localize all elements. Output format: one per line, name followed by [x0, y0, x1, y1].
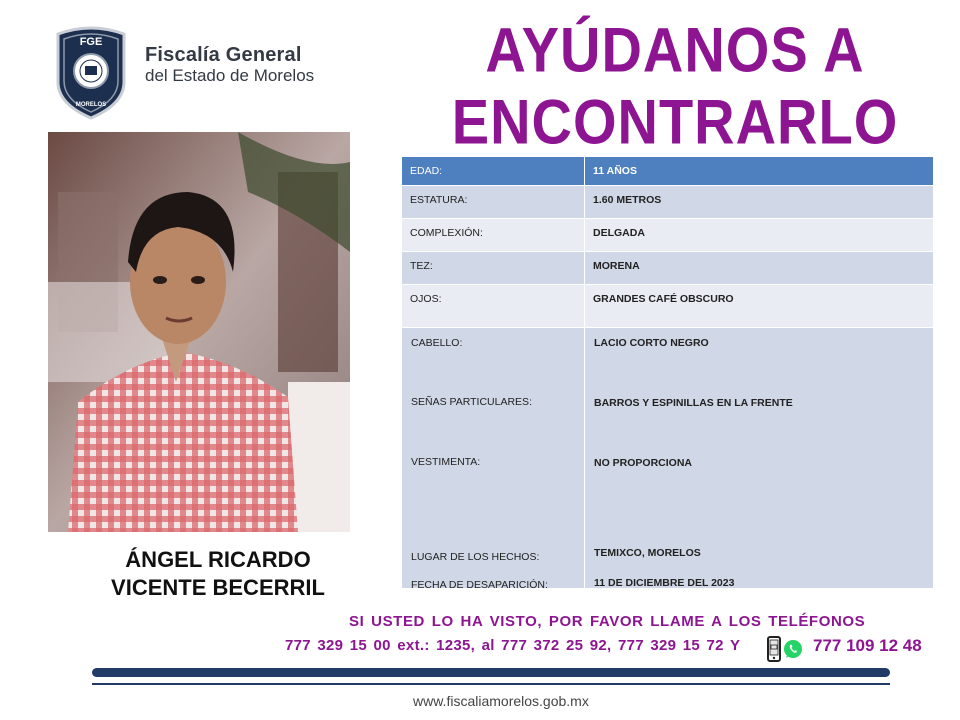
details-table: [401, 156, 934, 589]
table-row: [402, 157, 934, 186]
edad-value: 11 AÑOS: [585, 157, 934, 186]
details-label-cell: [402, 328, 585, 589]
headline-line2: ENCONTRARLO: [451, 86, 899, 157]
edad-label: EDAD:: [402, 157, 585, 186]
person-name: [48, 546, 388, 602]
missing-person-photo: [48, 132, 350, 532]
footer-divider: [92, 668, 890, 677]
vestimenta-label: VESTIMENTA:: [411, 456, 481, 468]
footer-divider-thin: [92, 683, 890, 685]
headline: [440, 14, 910, 158]
estatura-label: ESTATURA:: [402, 186, 585, 219]
whatsapp-icon: [783, 639, 803, 659]
person-name-line2: VICENTE BECERRIL: [111, 575, 325, 600]
table-row: [402, 186, 934, 219]
lugar-value: TEMIXCO, MORELOS: [594, 547, 701, 559]
organization-name: [145, 44, 314, 86]
svg-text:MORELOS: MORELOS: [75, 102, 107, 108]
person-name-line1: ÁNGEL RICARDO: [125, 547, 311, 572]
headline-line1: AYÚDANOS A: [485, 14, 865, 85]
tez-value: MORENA: [585, 252, 934, 285]
website-link[interactable]: www.fiscaliamorelos.gob.mx: [413, 693, 589, 709]
estatura-value: 1.60 METROS: [585, 186, 934, 219]
org-name-line1: Fiscalía General: [145, 44, 302, 66]
org-name-line2: del Estado de Morelos: [145, 66, 315, 85]
svg-text:FGE: FGE: [79, 36, 103, 48]
senas-value: BARROS Y ESPINILLAS EN LA FRENTE: [594, 397, 793, 409]
phone-icon: [767, 636, 781, 662]
fge-logo: [52, 24, 130, 120]
ojos-label: OJOS:: [402, 285, 585, 328]
vestimenta-value: NO PROPORCIONA: [594, 457, 693, 469]
cabello-label: CABELLO:: [411, 337, 463, 349]
contact-phone-numbers: 777 329 15 00 ext.: 1235, al 777 372 25 92, 777 329 15 72 Y: [285, 637, 741, 654]
contact-call-to-action: SI USTED LO HA VISTO, POR FAVOR LLAME A LOS TELÉFONOS: [349, 613, 866, 630]
ojos-value: GRANDES CAFÉ OBSCURO: [585, 285, 934, 328]
cabello-value: LACIO CORTO NEGRO: [594, 337, 709, 349]
fecha-label: FECHA DE DESAPARICIÓN:: [411, 579, 548, 591]
tez-label: TEZ:: [402, 252, 585, 285]
details-value-cell: [585, 328, 934, 589]
fecha-value: 11 DE DICIEMBRE DEL 2023: [594, 577, 735, 589]
contact-last-number: 777 109 12 48: [813, 636, 922, 655]
complexion-value: DELGADA: [585, 219, 934, 252]
senas-label: SEÑAS PARTICULARES:: [411, 396, 532, 408]
table-row: [402, 285, 934, 328]
table-row: [402, 219, 934, 252]
table-row: [402, 328, 934, 589]
lugar-label: LUGAR DE LOS HECHOS:: [411, 551, 540, 563]
table-row: [402, 252, 934, 285]
complexion-label: COMPLEXIÓN:: [402, 219, 585, 252]
